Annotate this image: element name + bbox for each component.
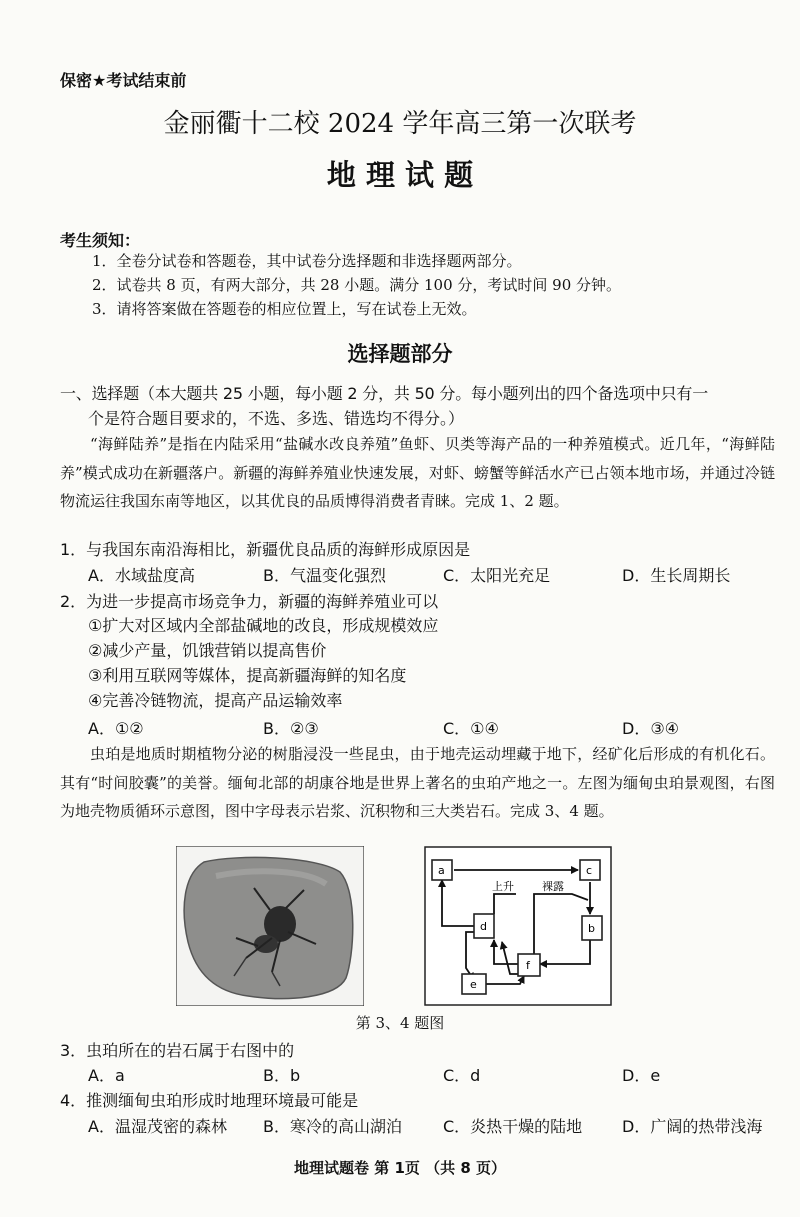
q2-option-d[interactable]: D．③④ bbox=[622, 719, 680, 738]
q4-option-c[interactable]: C．炎热干燥的陆地 bbox=[443, 1117, 583, 1136]
instruction-item: 1．全卷分试卷和答题卷，其中试卷分选择题和非选择题两部分。 bbox=[92, 252, 522, 270]
node-a bbox=[432, 860, 452, 880]
confidential-label: 保密★考试结束前 bbox=[60, 71, 187, 90]
svg-text:c: c bbox=[586, 864, 593, 877]
page-footer: 地理试题卷 第 1页 （共 8 页） bbox=[294, 1159, 506, 1177]
svg-text:d: d bbox=[480, 920, 487, 933]
amber-photo bbox=[176, 846, 364, 1006]
node-d bbox=[474, 914, 494, 938]
q3-option-c[interactable]: C．d bbox=[443, 1066, 481, 1085]
node-c bbox=[580, 860, 600, 880]
label-uplift: 上升 bbox=[492, 880, 514, 893]
rock-cycle-diagram bbox=[424, 846, 612, 1006]
svg-text:f: f bbox=[526, 959, 530, 972]
q2-statement: ②减少产量，饥饿营销以提高售价 bbox=[88, 641, 327, 660]
figure-caption: 第 3、4 题图 bbox=[355, 1014, 445, 1032]
svg-text:b: b bbox=[588, 922, 595, 935]
node-b bbox=[582, 916, 602, 940]
q1-option-d[interactable]: D．生长周期长 bbox=[622, 566, 731, 585]
q3-stem: 3．虫珀所在的岩石属于右图中的 bbox=[60, 1041, 295, 1060]
instructions-heading: 考生须知： bbox=[60, 231, 141, 250]
q2-statement: ③利用互联网等媒体，提高新疆海鲜的知名度 bbox=[88, 666, 407, 685]
svg-text:a: a bbox=[438, 864, 445, 877]
exam-title: 金丽衢十二校 2024 学年高三第一次联考 bbox=[163, 109, 637, 139]
section-heading: 一、选择题（本大题共 25 小题，每小题 2 分，共 50 分。每小题列出的四个备选项中只有一 bbox=[60, 384, 709, 403]
q1-stem: 1．与我国东南沿海相比，新疆优良品质的海鲜形成原因是 bbox=[60, 540, 471, 559]
section-title: 选择题部分 bbox=[347, 342, 453, 366]
label-exposed: 裸露 bbox=[542, 880, 564, 893]
q2-option-a[interactable]: A．①② bbox=[88, 719, 144, 738]
subject-title: 地 理 试 题 bbox=[326, 158, 474, 192]
q1-option-b[interactable]: B．气温变化强烈 bbox=[263, 566, 386, 585]
q1-option-c[interactable]: C．太阳光充足 bbox=[443, 566, 551, 585]
q4-option-d[interactable]: D．广阔的热带浅海 bbox=[622, 1117, 763, 1136]
section-heading-cont: 个是符合题目要求的，不选、多选、错选均不得分。） bbox=[88, 409, 465, 428]
q2-statement: ①扩大对区域内全部盐碱地的改良，形成规模效应 bbox=[88, 616, 439, 635]
q2-statement: ④完善冷链物流，提高产品运输效率 bbox=[88, 691, 343, 710]
q4-stem: 4．推测缅甸虫珀形成时地理环境最可能是 bbox=[60, 1091, 359, 1110]
passage-1: “海鲜陆养”是指在内陆采用“盐碱水改良养殖”鱼虾、贝类等海产品的一种养殖模式。近几年，“海鲜陆养”模式成功在新疆落户。新疆的海鲜养殖业快速发展，对虾、螃蟹等鲜活水产已占领本地市场，并通过冷链物流运往我国东南等地区，以其优良的品质博得消费者青睐。完成 1、2 题。 bbox=[60, 435, 775, 510]
q3-option-d[interactable]: D．e bbox=[622, 1066, 661, 1085]
q4-option-a[interactable]: A．温湿茂密的森林 bbox=[88, 1117, 227, 1136]
node-e bbox=[462, 974, 486, 994]
q1-option-a[interactable]: A．水域盐度高 bbox=[88, 566, 195, 585]
passage-2: 虫珀是地质时期植物分泌的树脂浸没一些昆虫，由于地壳运动埋藏于地下，经矿化后形成的有机化石。其有“时间胶囊”的美誉。缅甸北部的胡康谷地是世界上著名的虫珀产地之一。左图为缅甸虫珀景观图，右图为地壳物质循环示意图，图中字母表示岩浆、沉积物和三大类岩石。完成 3、4 题。 bbox=[60, 745, 775, 820]
q2-option-c[interactable]: C．①④ bbox=[443, 719, 499, 738]
svg-text:e: e bbox=[470, 978, 477, 991]
instruction-item: 2．试卷共 8 页，有两大部分，共 28 小题。满分 100 分，考试时间 90 分钟。 bbox=[92, 276, 622, 294]
q2-stem: 2．为进一步提高市场竞争力，新疆的海鲜养殖业可以 bbox=[60, 592, 439, 611]
instruction-item: 3．请将答案做在答题卷的相应位置上，写在试卷上无效。 bbox=[92, 300, 477, 318]
q3-option-b[interactable]: B．b bbox=[263, 1066, 301, 1085]
node-f bbox=[518, 954, 540, 976]
q4-option-b[interactable]: B．寒冷的高山湖泊 bbox=[263, 1117, 402, 1136]
q3-option-a[interactable]: A．a bbox=[88, 1066, 125, 1085]
q2-option-b[interactable]: B．②③ bbox=[263, 719, 319, 738]
